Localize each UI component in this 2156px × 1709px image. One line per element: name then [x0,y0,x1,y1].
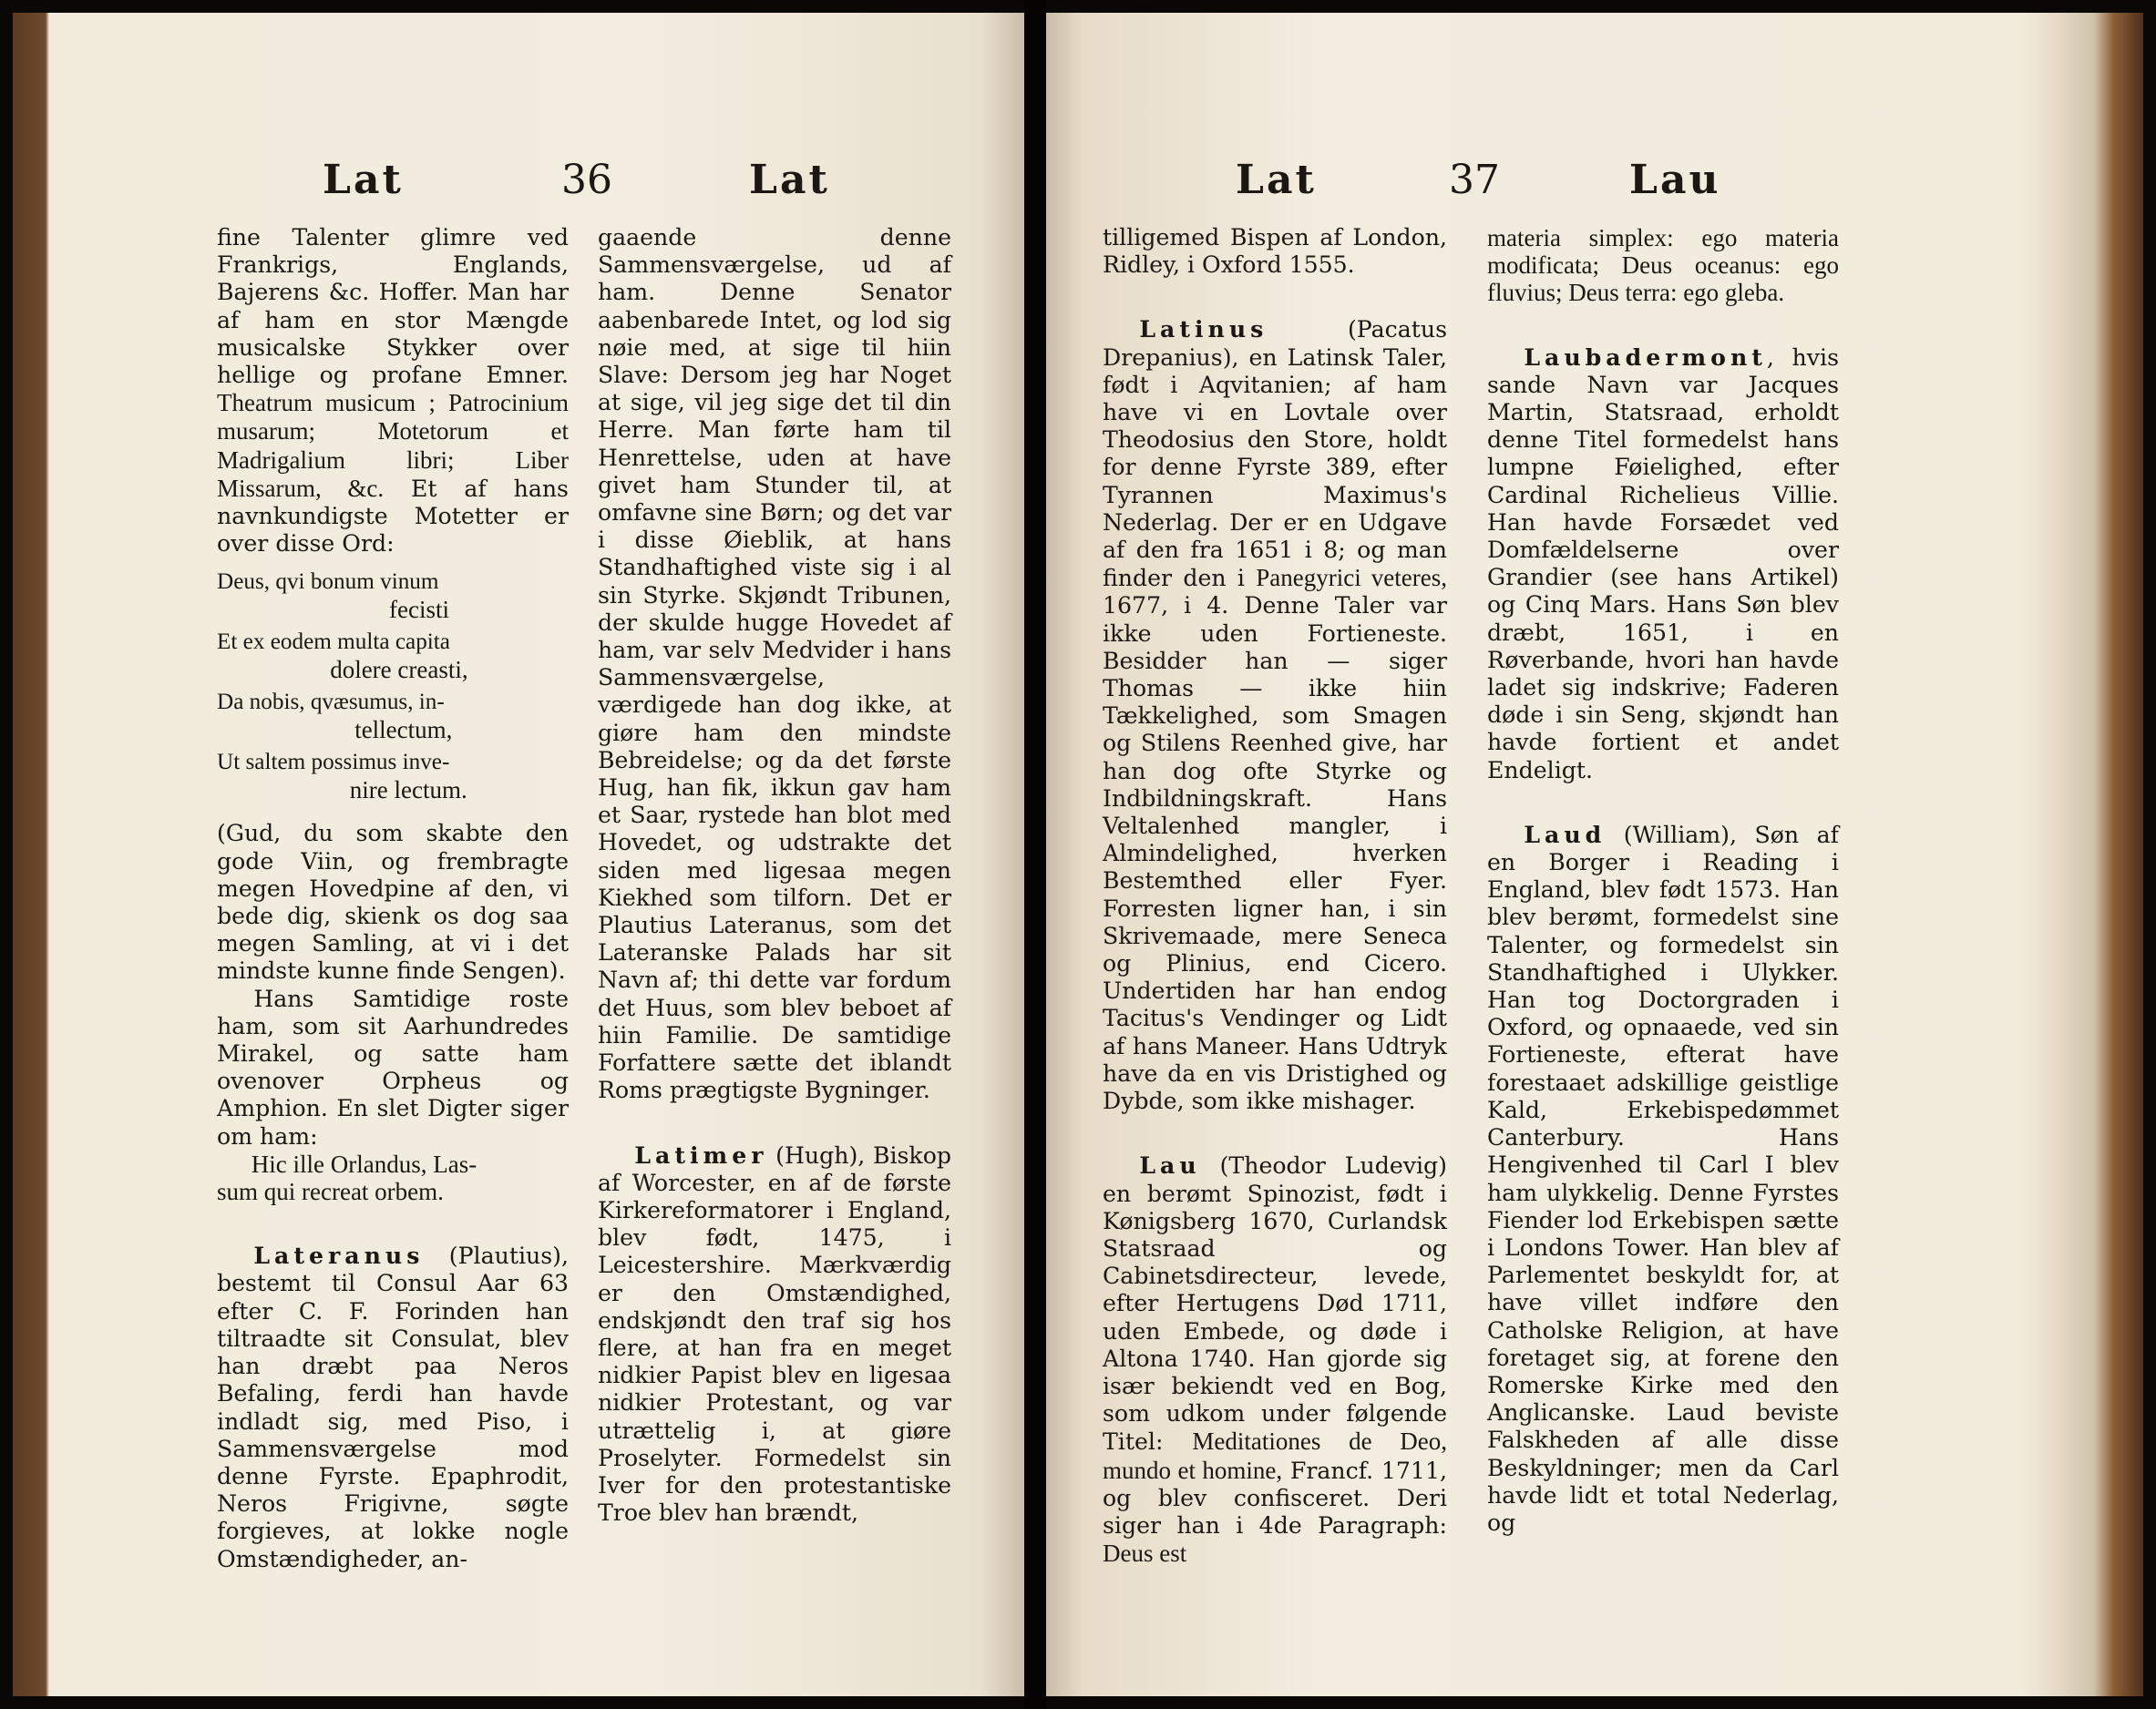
poem-line: Ut saltem possimus inve- [217,750,450,775]
entry-latimer [598,1141,951,1528]
right-page [1046,13,2143,1696]
verse-line: Hic ille Orlandus, Las- [251,1150,477,1178]
right-column-1 [1103,224,1447,1568]
poem-line: Deus, qvi bonum vinum [217,569,439,595]
entry-laud [1487,821,1839,1537]
latin-poem [217,568,569,803]
left-header-right: Lat [749,157,830,203]
poem-line: Et ex eodem multa capita [217,629,450,655]
entry-keyword: Laud [1524,820,1607,848]
entry-text: (William), Søn af en Borger i Reading i England, blev født 1573. Han blev berømt, formedelst sine Talenter, og formedelst sin Standhaftighed i Ulykker. Han tog Doctorgraden i Oxford, og opnaaede, ved sin Fortieneste, efterat have forestaaet adskillige geistlige Kald, Erkebispedømmet Canterbury. Hans Hengivenhed til Carl I blev ham ulykkelig. Denne Fyrstes Fiender lod Erkebispen sætte i Londons Tower. Han blev af Parlementet beskyldt for, at have villet indføre den Catholske Religion, at have foretaget sig, at forene den Romerske Kirke med den Anglicanske. Laud beviste Falskheden af alle disse Beskyldninger; men da Carl havde lidt et total Nederlag, og [1487,821,1839,1536]
left-column-2 [598,224,951,1527]
latin-paragraph: materia simplex: ego materia modificata; Deus oceanus: ego fluvius; Deus terra: ego gleba. [1487,224,1839,307]
entry-keyword: Latinus [1139,315,1268,343]
entry-text: (Theodor Ludevig) en berømt Spinozist, født i Kønigsberg 1670, Curlandsk Statsraad og Cabinetsdirecteur, levede, efter Hertugens Død 1711, uden Embede, og døde i Altona 1740. Han gjorde sig især bekiendt ved en Bog, som udkom under følgende Titel: [1103,1152,1447,1456]
entry-text: (Plautius), bestemt til Consul Aar 63 efter C. F. Forinden han tiltraadte sit Consulat, blev han dræbt paa Neros Befaling, ferdi han havde indladt sig, med Piso, i Sammensværgelse mod denne Fyrste. Epaphrodit, Neros Frigivne, søgte forgieves, at lokke nogle Omstændigheder, an- [217,1243,569,1572]
entry-laubadermont [1487,343,1839,784]
verse-line: sum qui recreat orbem. [217,1178,444,1206]
paragraph-text: Et af hans navnkundigste Motetter er over disse Ord: [217,475,569,558]
entry-text: Francf. 1711, og blev confisceret. Deri siger han i 4de Paragraph: [1103,1457,1447,1539]
left-page-number: 36 [561,157,612,203]
left-page [13,13,1024,1696]
right-header-left: Lat [1236,157,1317,203]
entry-keyword: Lau [1139,1151,1201,1180]
right-header-right: Lau [1629,157,1721,203]
entry-lateranus [217,1242,569,1572]
poem-line: fecisti [389,596,449,624]
poem-line: tellectum, [354,716,453,744]
left-column-1 [217,224,569,1573]
paragraph: Hans Samtidige roste ham, som sit Aarhundredes Mirakel, og satte ham ovenover Orpheus og Amphion. En slet Digter siger om ham: [217,985,569,1150]
paragraph: tilligemed Bispen af London, Ridley, i Oxford 1555. [1103,224,1447,279]
entry-latinus [1103,315,1447,1115]
poem-line: nire lectum. [349,776,467,804]
entry-lau [1103,1151,1447,1568]
right-page-number: 37 [1449,157,1500,203]
latin-text: Deus est [1103,1540,1187,1568]
paragraph: gaaende denne Sammensværgelse, ud af ham. Denne Senator aabenbarede Intet, og lod sig nøie med, at sige til hiin Slave: Dersom jeg har Noget at sige, vil jeg sige det til din Herre. Man førte ham til Henrettelse, uden at have givet ham Stunder til, at omfavne sine Børn; og det var i disse Øieblik, at hans Standhaftighed viste sig i al sin Styrke. Skjøndt Tribunen, der skulde hugge Hovedet af ham, var selv Medvider i hans Sammensværgelse, værdigede han dog ikke, at giøre ham den mindste Bebreidelse; og da det første Hug, han fik, ikkun gav ham et Saar, rystede han blot med Hovedet, og udstrakte det siden med ligesaa megen Kiekhed som tilforn. Det er Plautius Lateranus, som det Lateranske Palads har sit Navn af; thi dette var fordum det Huus, som blev beboet af hiin Familie. De samtidige Forfattere sætte det iblandt Roms prægtigste Bygninger. [598,224,951,1104]
paragraph [217,224,569,558]
latin-text: Panegyrici veteres, [1256,564,1447,592]
entry-keyword: Latimer [634,1141,768,1169]
book-gutter [1024,0,1046,1709]
entry-keyword: Lateranus [253,1242,425,1270]
paragraph: (Gud, du som skabte den gode Viin, og frembragte megen Hovedpine af den, vi bede dig, skienk os dog saa megen Samling, at vi i det mindste kunne finde Sengen). [217,820,569,985]
entry-text: , hvis sande Navn var Jacques Martin, Statsraad, erholdt denne Titel formedelst hans lumpne Føielighed, efter Cardinal Richelieus Villie. Han havde Forsædet ved Domfældelserne over Grandier (see hans Artikel) og Cinq Mars. Hans Søn blev dræbt, 1651, i en Røverbande, hvori han havde ladet sig indskrive; Faderen døde i sin Seng, skjøndt han havde fortient et andet Endeligt. [1487,343,1839,783]
poem-line: dolere creasti, [330,656,468,684]
poem-line: Da nobis, qvæsumus, in- [217,690,445,715]
entry-text: 1677, i 4. Denne Taler var ikke uden Fortieneste. Besidder han — siger Thomas — ikke hiin Tækkelighed, som Smagen og Stilens Reenhed give, har han dog ofte Styrke og Indbildningskraft. Hans Veltalenhed mangler, i Almindelighed, hverken Bestemthed eller Fyer. Forresten ligner han, i sin Skrivemaade, mere Seneca og Plinius, end Cicero. Undertiden har han endog Tacitus's Vendinger og Lidt af hans Maneer. Hans Udtryk have da en vis Dristighed og Dybde, som ikke mishager. [1103,592,1447,1115]
entry-text: (Pacatus Drepanius), en Latinsk Taler, født i Aqvitanien; af ham have vi en Lovtale over Theodosius den Store, holdt for denne Fyrste 389, efter Tyrannen Maximus's Nederlag. Der er en Udgave af den fra 1651 i 8; og man finder den i [1103,316,1447,592]
paragraph-text: fine Talenter glimre ved Frankrigs, Englands, Bajerens &c. Hoffer. Man har af ham en stor Mængde musicalske Stykker over hellige og profane Emner. [217,224,569,389]
left-header-left: Lat [323,157,404,203]
entry-keyword: Laubadermont [1524,343,1767,371]
latin-text: Theatrum musicum ; Patrocinium musarum; Motetorum et Madrigalium libri; Liber Missarum, &c. [217,389,569,502]
right-column-2 [1487,224,1839,1537]
entry-text: (Hugh), Biskop af Worcester, en af de første Kirkereformatorer i England, blev født, 1475, i Leicestershire. Mærkværdig er den Omstændighed, endskjøndt den traf sig hos flere, at han fra en meget nidkier Papist blev en ligesaa nidkier Protestant, og var utrættelig i, at giøre Proselyter. Formedelst sin Iver for den protestantiske Troe blev han brændt, [598,1141,951,1527]
latin-text: Meditationes de Deo, mundo et homine, [1103,1428,1447,1484]
